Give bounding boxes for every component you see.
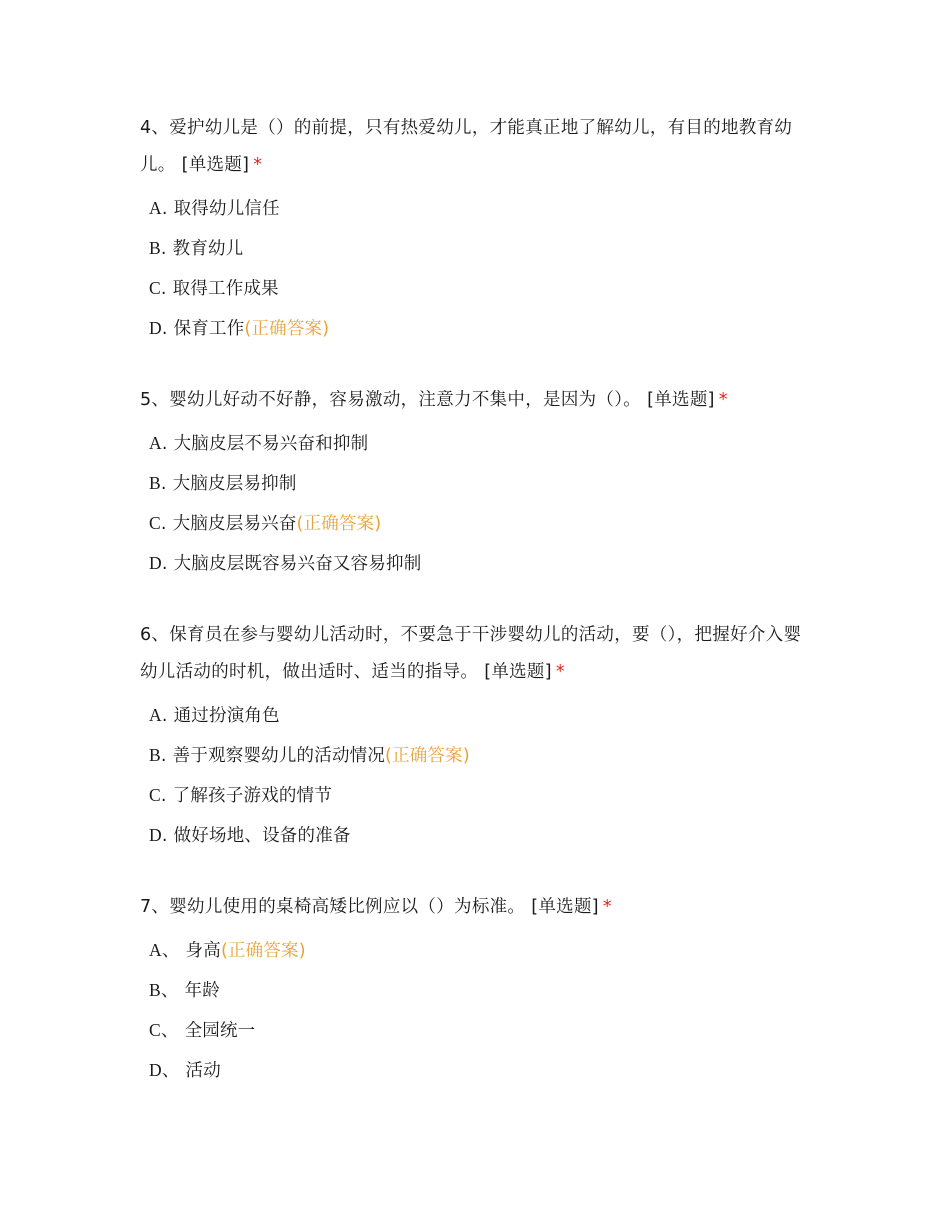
option-letter: C (149, 513, 161, 533)
option-letter: B (149, 238, 161, 258)
question-type-label: [单选题] (647, 390, 715, 410)
required-mark: * (253, 155, 263, 175)
option-list (140, 188, 810, 348)
option-separator: . (161, 319, 168, 339)
option-separator: 、 (161, 1061, 180, 1081)
option-a (149, 930, 810, 970)
question-type-label: [单选题] (484, 662, 552, 682)
option-text: 全园统一 (184, 1021, 256, 1041)
option-separator: . (161, 199, 168, 219)
option-text: 身高 (185, 941, 221, 961)
option-letter: B (149, 473, 161, 493)
option-a (149, 695, 810, 735)
option-text: 做好场地、设备的准备 (173, 826, 351, 846)
option-separator: . (160, 474, 167, 494)
question-7 (140, 889, 810, 1090)
option-text: 取得幼儿信任 (173, 199, 280, 219)
option-text: 教育幼儿 (172, 239, 244, 259)
option-letter: D (149, 825, 162, 845)
option-list (140, 423, 810, 583)
option-separator: . (160, 279, 167, 299)
correct-answer-tag: (正确答案) (296, 514, 382, 534)
option-c (149, 1010, 810, 1050)
option-text: 活动 (185, 1061, 221, 1081)
option-text: 大脑皮层易抑制 (172, 474, 297, 494)
option-text: 善于观察婴幼儿的活动情况 (172, 746, 386, 766)
option-text: 大脑皮层易兴奋 (172, 514, 297, 534)
required-mark: * (602, 897, 612, 917)
option-d (149, 815, 810, 855)
question-stem (140, 382, 810, 419)
option-text: 通过扮演角色 (173, 706, 280, 726)
question-number: 7、 (140, 897, 170, 917)
option-separator: 、 (161, 941, 180, 961)
option-d (149, 543, 810, 583)
question-number: 6、 (140, 625, 170, 645)
required-mark: * (718, 390, 728, 410)
question-stem (140, 110, 810, 184)
option-text: 大脑皮层既容易兴奋又容易抑制 (173, 554, 422, 574)
option-letter: B (149, 980, 161, 1000)
option-letter: A (149, 940, 162, 960)
option-separator: 、 (160, 981, 179, 1001)
correct-answer-tag: (正确答案) (220, 941, 306, 961)
option-b (149, 463, 810, 503)
option-c (149, 268, 810, 308)
option-separator: . (160, 514, 167, 534)
question-5 (140, 382, 810, 583)
option-list (140, 695, 810, 855)
option-text: 保育工作 (173, 319, 245, 339)
correct-answer-tag: (正确答案) (385, 746, 470, 766)
option-d (149, 1050, 810, 1090)
correct-answer-tag: (正确答案) (244, 319, 330, 339)
option-separator: . (161, 434, 168, 454)
option-separator: . (160, 746, 167, 766)
option-separator: . (161, 706, 168, 726)
option-letter: C (149, 785, 161, 805)
option-b (149, 228, 810, 268)
required-mark: * (555, 662, 565, 682)
option-letter: A (149, 705, 162, 725)
option-letter: D (149, 318, 162, 338)
option-text: 大脑皮层不易兴奋和抑制 (173, 434, 369, 454)
option-list (140, 930, 810, 1090)
question-stem (140, 889, 810, 926)
option-separator: . (161, 826, 168, 846)
option-separator: . (160, 786, 167, 806)
question-6 (140, 617, 810, 855)
option-letter: A (149, 433, 162, 453)
quiz-document (140, 110, 810, 1124)
question-type-label: [单选题] (531, 897, 599, 917)
option-text: 取得工作成果 (172, 279, 279, 299)
option-text: 年龄 (184, 981, 220, 1001)
option-c (149, 503, 810, 543)
option-letter: D (149, 1060, 162, 1080)
question-text: 婴幼儿好动不好静，容易激动，注意力不集中，是因为（）。 (169, 390, 642, 410)
option-separator: 、 (160, 1021, 179, 1041)
question-4 (140, 110, 810, 348)
option-letter: A (149, 198, 162, 218)
option-letter: C (149, 1020, 161, 1040)
option-letter: C (149, 278, 161, 298)
option-a (149, 188, 810, 228)
option-separator: . (161, 554, 168, 574)
question-text: 保育员在参与婴幼儿活动时，不要急于干涉婴幼儿的活动，要（），把握好介入婴幼儿活动的时机，做出适时、适当的指导。 (140, 625, 802, 682)
question-type-label: [单选题] (181, 155, 250, 175)
option-c (149, 775, 810, 815)
option-d (149, 308, 810, 348)
question-number: 5、 (140, 390, 170, 410)
option-b (149, 970, 810, 1010)
question-text: 婴幼儿使用的桌椅高矮比例应以（）为标准。 (169, 897, 526, 917)
option-letter: B (149, 745, 161, 765)
question-text: 爱护幼儿是（）的前提，只有热爱幼儿，才能真正地了解幼儿，有目的地教育幼儿。 (140, 118, 793, 175)
option-letter: D (149, 553, 162, 573)
option-a (149, 423, 810, 463)
option-text: 了解孩子游戏的情节 (172, 786, 332, 806)
question-number: 4、 (140, 118, 170, 138)
question-stem (140, 617, 810, 691)
option-separator: . (160, 239, 167, 259)
option-b (149, 735, 810, 775)
